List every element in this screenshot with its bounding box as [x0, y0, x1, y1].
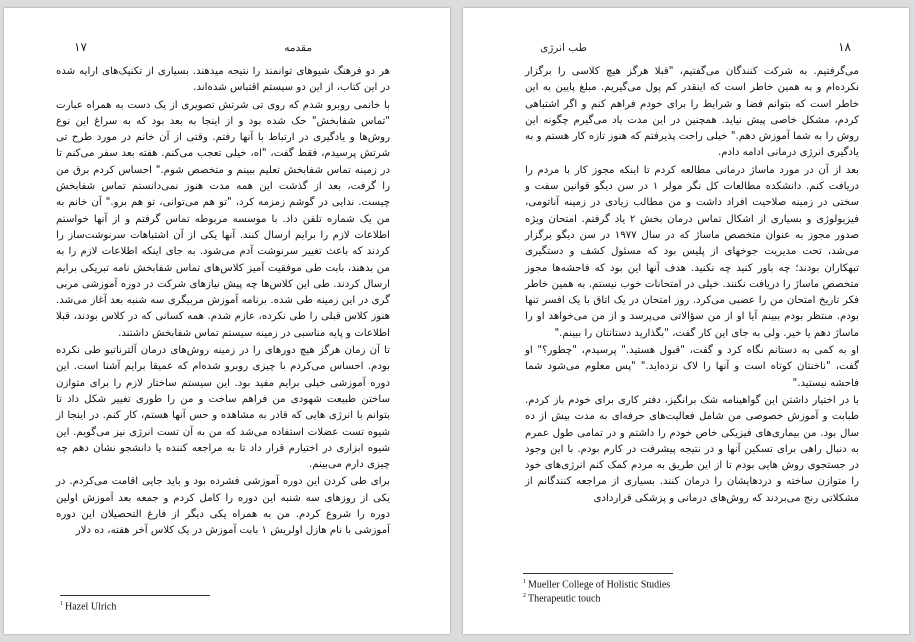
footnote-mark: 1: [60, 600, 63, 607]
left-footnotes: [60, 595, 260, 612]
right-paragraph: او به کمی به دستانم نگاه کرد و گفت، "قبول هستید." پرسیدم، "چطور؟" او گفت، "ناخنتان کوتاه است و آنها را لاک نزده‌اید." "پس معلوم می‌شود شما فاحشه نیستید.": [525, 345, 859, 389]
right-body-text: [525, 64, 859, 564]
footnote-rule: [523, 573, 673, 574]
right-page-number: ۱۸: [838, 40, 851, 54]
right-running-title: طب انرژی: [540, 42, 587, 54]
left-paragraph: برای طی کردن این دوره آموزشی فشرده بود و باید جایی اقامت می‌کردم. در یکی از روزهای سه شنبه این دوره را کامل کردم و جمعه بعد آموزش اولین دوره را شروع کردم. من به همراه یکی دیگر از فارغ التحصیلان این دوره آموزشی با نام هازل اولریش ۱ بابت آموزش در یک کلاس آخر هفته، ده دلار: [56, 476, 390, 537]
footnote: [523, 591, 743, 604]
right-page: [463, 8, 909, 634]
left-body-text: [56, 64, 390, 574]
right-paragraph: با در اختیار داشتن این گواهینامه شک برانگیز، دفتر کاری برای خودم باز کردم. طبابت و آموزش خصوصی من شامل فعالیت‌های حرفه‌ای به مدت بیش از ده سال بود. من بیماری‌های فیزیکی خاص خودم را داشتم و در تمامی طول عمرم به دنبال راهی برای تسکین آنها و در نتیجه پیشرفت در کارم بودم. با این وجود در جستجوی روش هایی بودم تا از این طریق به مردم کمک کنم انرژی‌های خود را متوازن ساخته و دردهایشان را درمان کنند. بسیاری از مراجعه کنندگانم از مشکلاتی رنج می‌بردند که روش‌های درمانی و پزشکی قراردادی: [525, 394, 859, 504]
right-running-head: [515, 40, 851, 60]
right-paragraph: بعد از آن در مورد ماساژ درمانی مطالعه کردم تا اینکه مجوز کار با مردم را دریافت کنم. دانشکده مطالعات کل نگر مولر ۱ در سن دیگو قوانین سفت و سختی در زمینه صلاحیت افراد داشت و من مطالب زیادی در زمینه آناتومی، فیزیولوژی و بسیاری از اشکال تماس درمان بخش ۲ یاد گرفتم. امتحان ویژه صدور مجوز به عنوان متخصص ماساژ که در سال ۱۹۷۷ در سن دیگو برگزار می‌شد، تحت مدیریت جوخهای از پلیس بود که مسئول کشف و دستگیری تبهکاران بودند؛ چه باور کنید چه نکنید. هدف آنها این بود که فاحشه‌ها مجوز متخصص ماساژ را دریافت نکنند. خیلی در امتحانات خوب نیستم. به همین خاطر فکر تاریخ امتحان من را عصبی می‌کرد. روز امتحان در یک اتاق با یک افسر تنها بودم. منتظر بودم ببینم آیا او از من سؤالاتی می‌پرسد و از من می‌خواهد او را ماساژ دهم یا خیر. ولی به جای این کار گفت، "بگذارید دستانتان را ببینم.": [525, 164, 860, 339]
footnote-text: Mueller College of Holistic Studies: [528, 579, 671, 591]
left-paragraph: تا آن زمان هرگز هیچ دورهای را در زمینه روش‌های درمان آلترناتیو طی نکرده بودم. احساس می‌کردم با چیزی روبرو شده‌ام که عمیقا برایم آشنا است. این دوره آموزشی خیلی برایم مفید بود. این سیستم ساختار لازم را برای متوازن ساختن طبیعت شهودی من فراهم ساخت و من را طوری تغییر شکل داد تا بتوانم با انرژی هایی که قادر به مشاهده و حس آنها هستم، کار کنم. در اینجا از شیوه تست عضلات استفاده می‌شد که من به آن تست انرژی نیز می‌گویم. این شیوه ابزاری در اختیارم قرار داد تا به مراجعه کننده یا دانشجو نشان دهم چه چیزی دارم می‌بینم.: [56, 345, 390, 471]
left-paragraph: با خانمی روبرو شدم که روی تی شرتش تصویری از یک دست به همراه عبارت "تماس شفابخش" حک شده بود و از اینجا به بعد بود که به سراغ این نوع روش‌ها و یادگیری در ارتباط با آنها رفتم. وقتی از آن خانم در مورد طرح تی شرتش پرسیدم، فقط گفت، "اه، خیلی تعجب می‌کنم. هفته بعد سفر می‌کنم تا در زمینه تماس شفابخش تعلیم ببینم و متخصص شوم." احساس کردم برق من را گرفت، بعد از گذشت این همه مدت هنوز نمی‌دانستم تماس شفابخش چیست. ندایی در گوشم زمزمه کرد، "تو هم می‌توانی، تو هم برو." آن خانم به من یک شماره تلفن داد. با موسسه مربوطه تماس گرفتم و از آنها خواستم اطلاعات لازم را برایم ارسال کنند. آنها یکی از آن اشتباهات سرنوشت‌ساز را کردند که باعث تغییر سرنوشت آدم می‌شود. به جای اینکه اطلاعات لازم را به من بدهند، بابت طی موفقیت آمیز کلاس‌های تماس شفابخش نامه تبریکی برایم ارسال کردند. طی این کلاس‌ها چه پیش نیازهای شرکت در دوره آموزشی مربی گری در این زمینه طی شده. برنامه آموزش مربیگری سه شنبه بعد آغاز می‌شد. هنوز کلاس قبلی را طی نکرده، عازم شدم. همه کسانی که در کلاس بودند، قبلا اطلاعات و پایه مناسبی در زمینه سیستم تماس شفابخش داشتند.: [56, 99, 390, 339]
left-running-head: [56, 40, 392, 60]
left-page-number: ۱۷: [74, 40, 87, 54]
footnote: [60, 599, 260, 612]
footnote-rule: [60, 595, 210, 596]
right-paragraph: می‌گرفتیم. به شرکت کنندگان می‌گفتیم، "قبلا هرگز هیچ کلاسی را برگزار نکرده‌ام و به همین خاطر است که اینقدر کم پول می‌گیریم. مبلغ پایین به این خاطر است که بتوانم فضا و شرایط را برای خودم فراهم کنم و اگر اشتباهی کردم، مشکل خاصی پیش نیاید. همچنین در این مدت یاد می‌گیرم چگونه این روش را به شما آموزش دهم." خیلی راحت پذیرفتم که هنوز تازه کار هستم و به یادگیری انرژی درمانی ادامه دادم.: [525, 66, 859, 159]
footnote-text: Therapeutic touch: [528, 593, 601, 604]
left-paragraph: هر دو فرهنگ شیوهای توانمند را نتیجه میدهند. بسیاری از تکنیک‌های ارایه شده در این کتاب، از این دو سیستم اقتباس شده‌اند.: [56, 66, 390, 94]
footnote: [523, 577, 743, 590]
left-running-title: مقدمه: [284, 42, 312, 54]
footnote-text: Hazel Ulrich: [65, 601, 117, 612]
left-page: [4, 8, 450, 634]
right-footnotes: [523, 573, 743, 604]
footnote-mark: 2: [523, 592, 526, 599]
footnote-mark: 1: [523, 579, 526, 586]
